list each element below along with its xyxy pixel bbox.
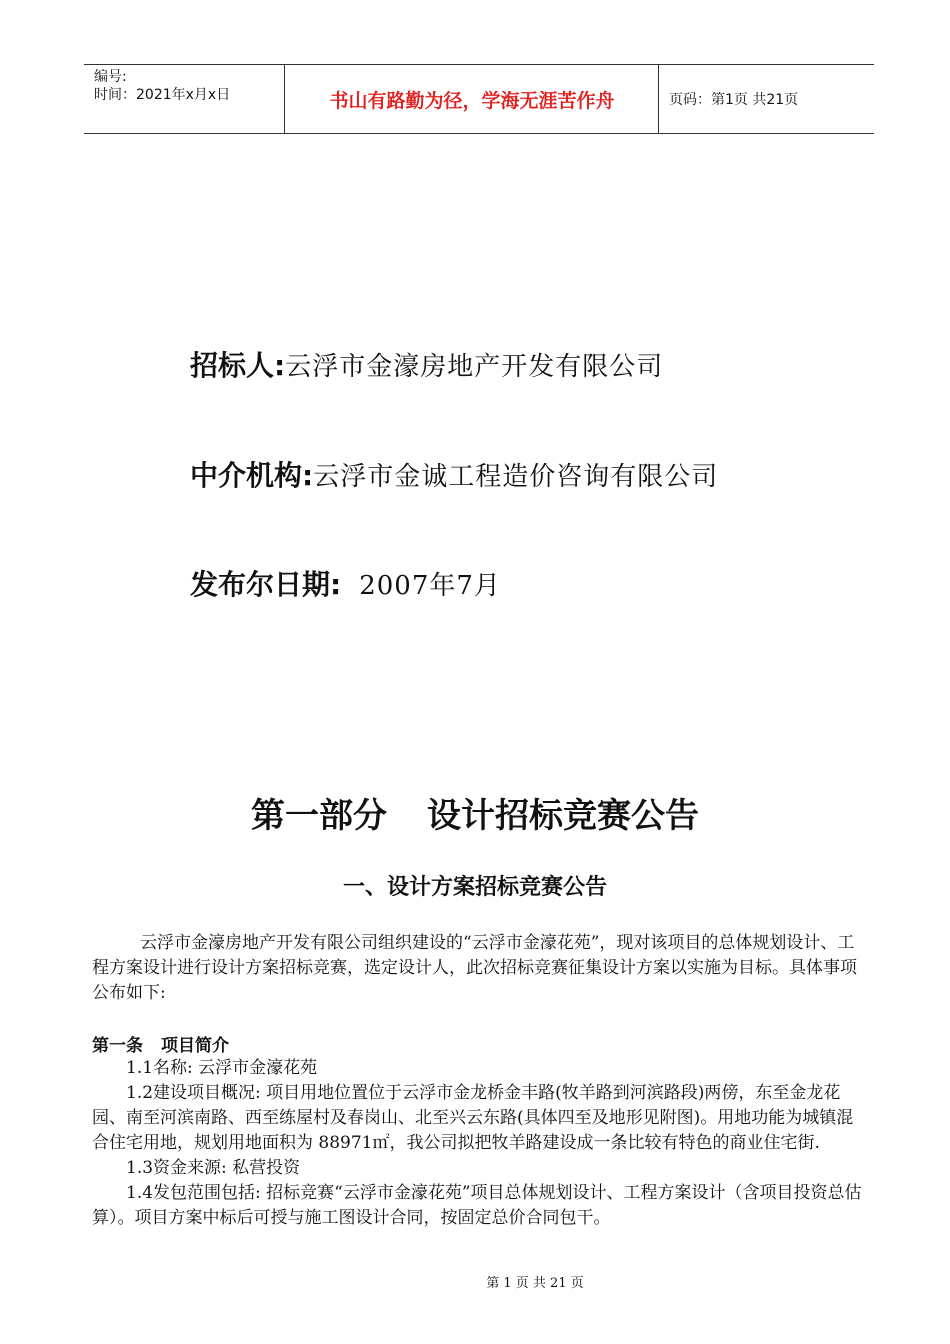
page-header (84, 64, 874, 134)
intro-text: 云浮市金濠房地产开发有限公司组织建设的“云浮市金濠花苑”，现对该项目的总体规划设计、工程方案设计进行设计方案招标竞赛，选定设计人，此次招标竞赛征集设计方案以实施为目标。具体事项公布如下: (92, 933, 857, 1003)
list-item: 1.1名称: 云浮市金濠花苑 (126, 1058, 318, 1078)
article-items (92, 1056, 870, 1231)
header-page-label: 页码：第1页 共21页 (669, 92, 799, 108)
header-motto: 书山有路勤为径，学海无涯苦作舟 (286, 65, 659, 133)
list-item: 1.4发包范围包括: 招标竞赛“云浮市金濠花苑”项目总体规划设计、工程方案设计（含项目投资总估算）。项目方案中标后可授与施工图设计合同，按固定总价合同包干。 (92, 1183, 862, 1228)
agency-value: 云浮市金诚工程造价咨询有限公司 (313, 462, 719, 492)
agency-label: 中介机构: (190, 459, 314, 492)
section-title: 一、设计方案招标竞赛公告 (342, 874, 607, 900)
part-name: 设计招标竞赛公告 (427, 796, 699, 836)
article-heading (92, 1031, 229, 1056)
date-line (190, 563, 501, 603)
agency-line (190, 454, 718, 494)
list-item: 1.3资金来源: 私营投资 (126, 1158, 301, 1178)
article-title: 项目简介 (161, 1036, 229, 1056)
tenderer-value: 云浮市金濠房地产开发有限公司 (285, 352, 664, 382)
part-number: 第一部分 (251, 796, 387, 836)
intro-paragraph (92, 931, 870, 1006)
tenderer-label: 招标人: (190, 349, 286, 382)
header-meta (84, 65, 285, 133)
document-number-label: 编号: (94, 69, 127, 85)
tenderer-line (190, 344, 663, 384)
document-time-label: 时间：2021年x月x日 (94, 87, 231, 103)
page-footer: 第 1 页 共 21 页 (486, 1276, 584, 1291)
date-value: 2007年7月 (359, 571, 501, 601)
list-item: 1.2建设项目概况: 项目用地位置位于云浮市金龙桥金丰路(牧羊路到河滨路段)两傍，东至金龙花园、南至河滨南路、西至练屋村及春岗山、北至兴云东路(具体四至及地形见附图)。用地功能为城镇混合住宅用地，规划用地面积为 88971㎡，我公司拟把牧羊路建设成一条比较有特色的商业住宅街. (92, 1083, 854, 1153)
part-title (0, 788, 950, 837)
article-number: 第一条 (92, 1036, 143, 1056)
date-label: 发布尔日期: (190, 568, 342, 601)
